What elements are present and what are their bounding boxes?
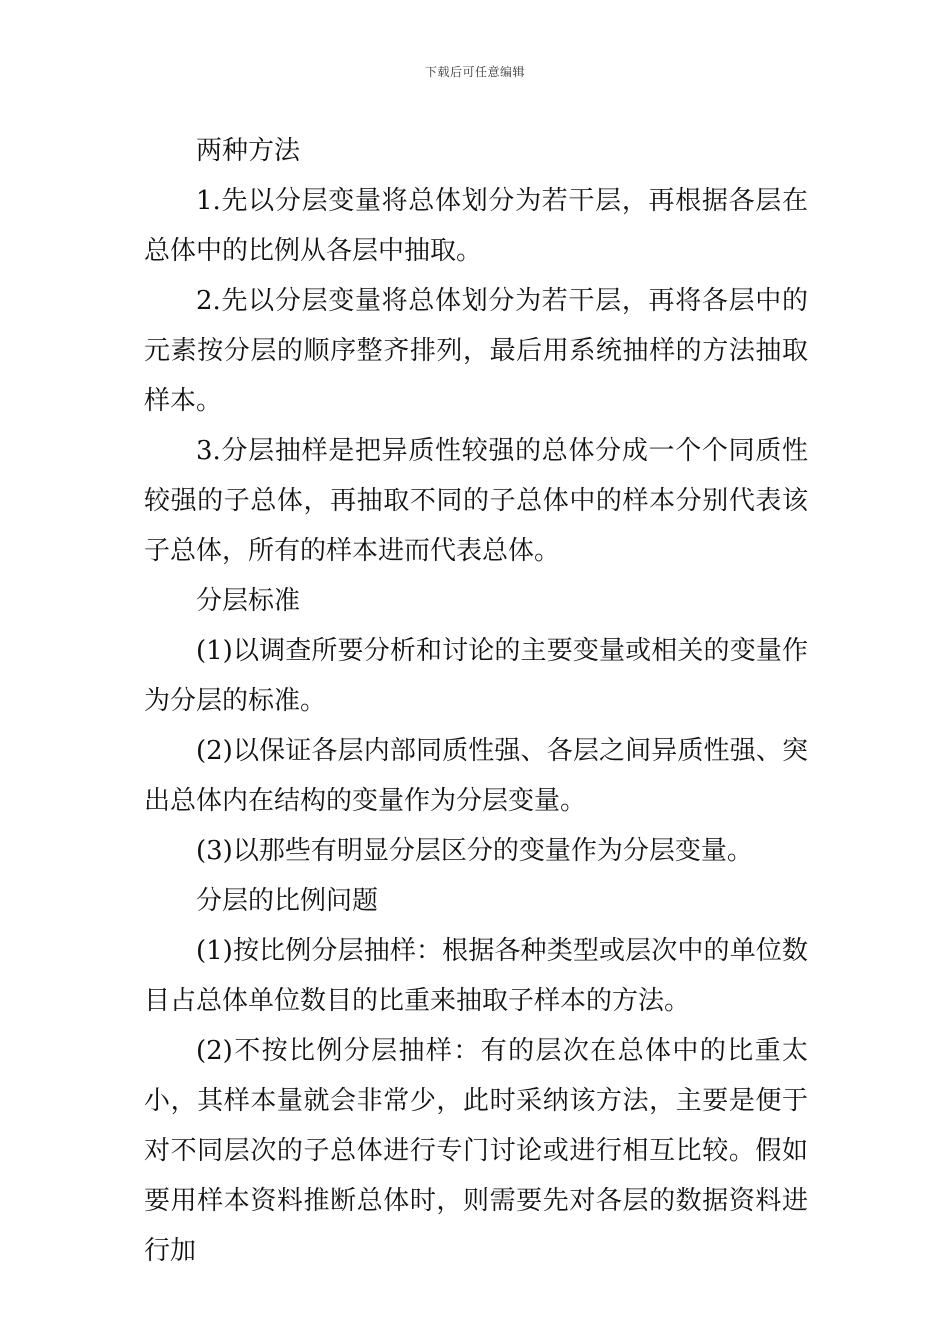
document-body (144, 126, 808, 1276)
paragraph-proportion-2: (2)不按比例分层抽样：有的层次在总体中的比重太小，其样本量就会非常少，此时采纳该方法，主要是便于对不同层次的子总体进行专门讨论或进行相互比较。假如要用样本资料推断总体时，则需要先对各层的数据资料进行加 (144, 1036, 808, 1266)
section-heading-proportion: 分层的比例问题 (196, 886, 379, 916)
paragraph-criteria-2: (2)以保证各层内部同质性强、各层之间异质性强、突出总体内在结构的变量作为分层变量。 (144, 736, 808, 816)
page-header: 下载后可任意编辑 (424, 65, 525, 79)
paragraph-criteria-3: (3)以那些有明显分层区分的变量作为分层变量。 (196, 836, 753, 866)
paragraph-criteria-1: (1)以调查所要分析和讨论的主要变量或相关的变量作为分层的标准。 (144, 636, 808, 716)
section-heading-criteria: 分层标准 (196, 586, 301, 616)
paragraph-method-1: 1.先以分层变量将总体划分为若干层，再根据各层在总体中的比例从各层中抽取。 (144, 186, 808, 266)
paragraph-method-3: 3.分层抽样是把异质性较强的总体分成一个个同质性较强的子总体，再抽取不同的子总体中的样本分别代表该子总体，所有的样本进而代表总体。 (144, 436, 808, 566)
paragraph-method-2: 2.先以分层变量将总体划分为若干层，再将各层中的元素按分层的顺序整齐排列，最后用系统抽样的方法抽取样本。 (144, 286, 808, 416)
section-heading-methods: 两种方法 (196, 136, 301, 166)
paragraph-proportion-1: (1)按比例分层抽样：根据各种类型或层次中的单位数目占总体单位数目的比重来抽取子样本的方法。 (144, 936, 808, 1016)
